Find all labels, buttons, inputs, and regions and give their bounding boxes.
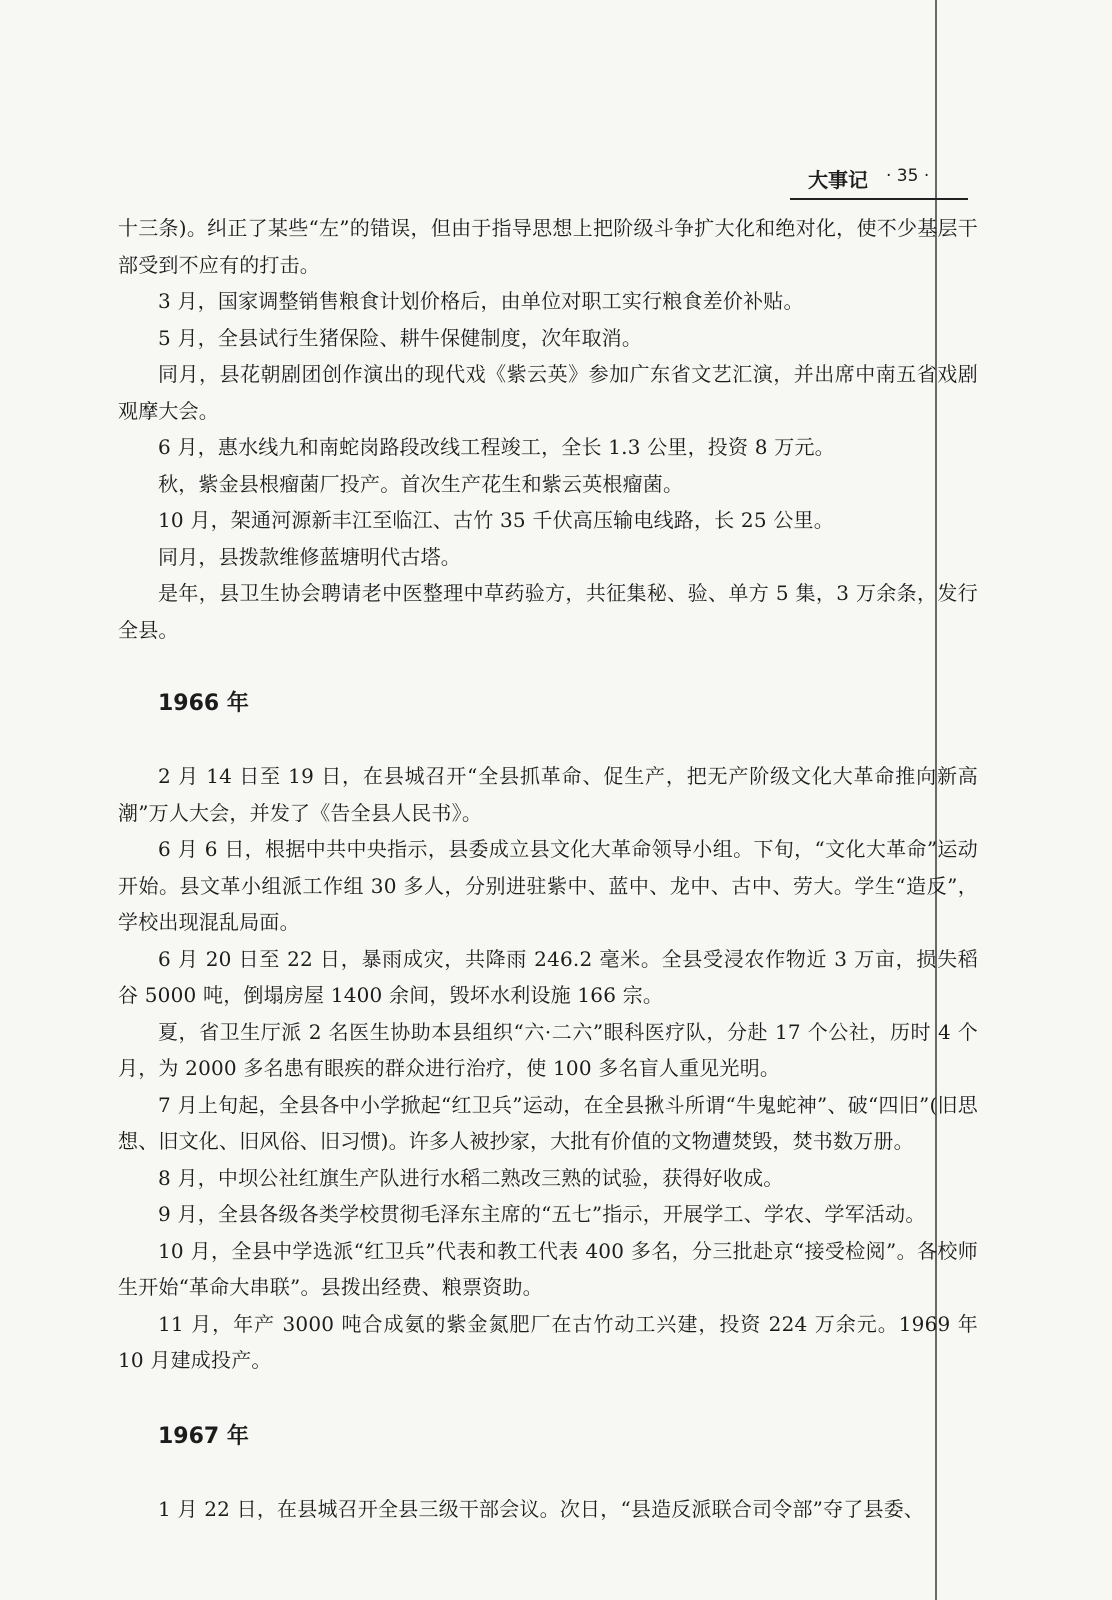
paragraph: 6 月 20 日至 22 日，暴雨成灾，共降雨 246.2 毫米。全县受浸农作物近 3 万亩，损失稻谷 5000 吨，倒塌房屋 1400 余间，毁坏水利设施 166 宗。 (118, 946, 978, 1007)
paragraph: 11 月，年产 3000 吨合成氨的紫金氮肥厂在古竹动工兴建，投资 224 万余元。1969 年 10 月建成投产。 (118, 1311, 978, 1372)
paragraph: 9 月，全县各级各类学校贯彻毛泽东主席的“五七”指示，开展学工、学农、学军活动。 (158, 1202, 926, 1226)
year-heading-1967: 1967 年 (158, 1423, 249, 1449)
paragraph: 1 月 22 日，在县城召开全县三级干部会议。次日，“县造反派联合司令部”夺了县委、 (158, 1496, 925, 1521)
paragraph: 十三条)。纠正了某些“左”的错误，但由于指导思想上把阶级斗争扩大化和绝对化，使不少基层干部受到不应有的打击。 (118, 216, 978, 277)
paragraph: 7 月上旬起，全县各中小学掀起“红卫兵”运动，在全县揪斗所谓“牛鬼蛇神”、破“四旧”(旧思想、旧文化、旧风俗、旧习惯)。许多人被抄家，大批有价值的文物遭焚毁，焚书数万册。 (118, 1092, 978, 1153)
paragraph: 10 月，架通河源新丰江至临江、古竹 35 千伏高压输电线路，长 25 公里。 (158, 508, 834, 532)
paragraph: 5 月，全县试行生猪保险、耕牛保健制度，次年取消。 (158, 325, 643, 350)
paragraph: 8 月，中坝公社红旗生产队进行水稻二熟改三熟的试验，获得好收成。 (158, 1165, 784, 1190)
paragraph: 3 月，国家调整销售粮食计划价格后，由单位对职工实行粮食差价补贴。 (158, 289, 804, 313)
page-body (118, 210, 978, 1527)
paragraph: 夏，省卫生厅派 2 名医生协助本县组织“六·二六”眼科医疗队，分赴 17 个公社，历时 4 个月，为 2000 多名患有眼疾的群众进行治疗，使 100 多名盲人重见光明。 (118, 1019, 978, 1080)
paragraph: 6 月，惠水线九和南蛇岗路段改线工程竣工，全长 1.3 公里，投资 8 万元。 (158, 435, 835, 459)
paragraph: 秋，紫金县根瘤菌厂投产。首次生产花生和紫云英根瘤菌。 (158, 471, 684, 496)
paragraph: 同月，县花朝剧团创作演出的现代戏《紫云英》参加广东省文艺汇演，并出席中南五省戏剧观摩大会。 (118, 362, 978, 423)
paragraph: 是年，县卫生协会聘请老中医整理中草药验方，共征集秘、验、单方 5 集，3 万余条，发行全县。 (118, 581, 978, 642)
paragraph: 10 月，全县中学选派“红卫兵”代表和教工代表 400 多名，分三批赴京“接受检阅”。各校师生开始“革命大串联”。县拨出经费、粮票资助。 (118, 1238, 978, 1299)
paragraph: 6 月 6 日，根据中共中央指示，县委成立县文化大革命领导小组。下旬，“文化大革命”运动开始。县文革小组派工作组 30 多人，分别进驻紫中、蓝中、龙中、古中、劳大。学生“造反”，学校出现混乱局面。 (118, 837, 978, 934)
page-number: · 35 · (886, 166, 930, 186)
paragraph: 同月，县拨款维修蓝塘明代古塔。 (158, 544, 461, 569)
section-title: 大事记 (808, 168, 868, 192)
paragraph: 2 月 14 日至 19 日，在县城召开“全县抓革命、促生产，把无产阶级文化大革命推向新高潮”万人大会，并发了《告全县人民书》。 (118, 764, 978, 825)
header-rule (790, 198, 968, 200)
year-heading-1966: 1966 年 (158, 691, 249, 716)
running-header (790, 162, 970, 196)
